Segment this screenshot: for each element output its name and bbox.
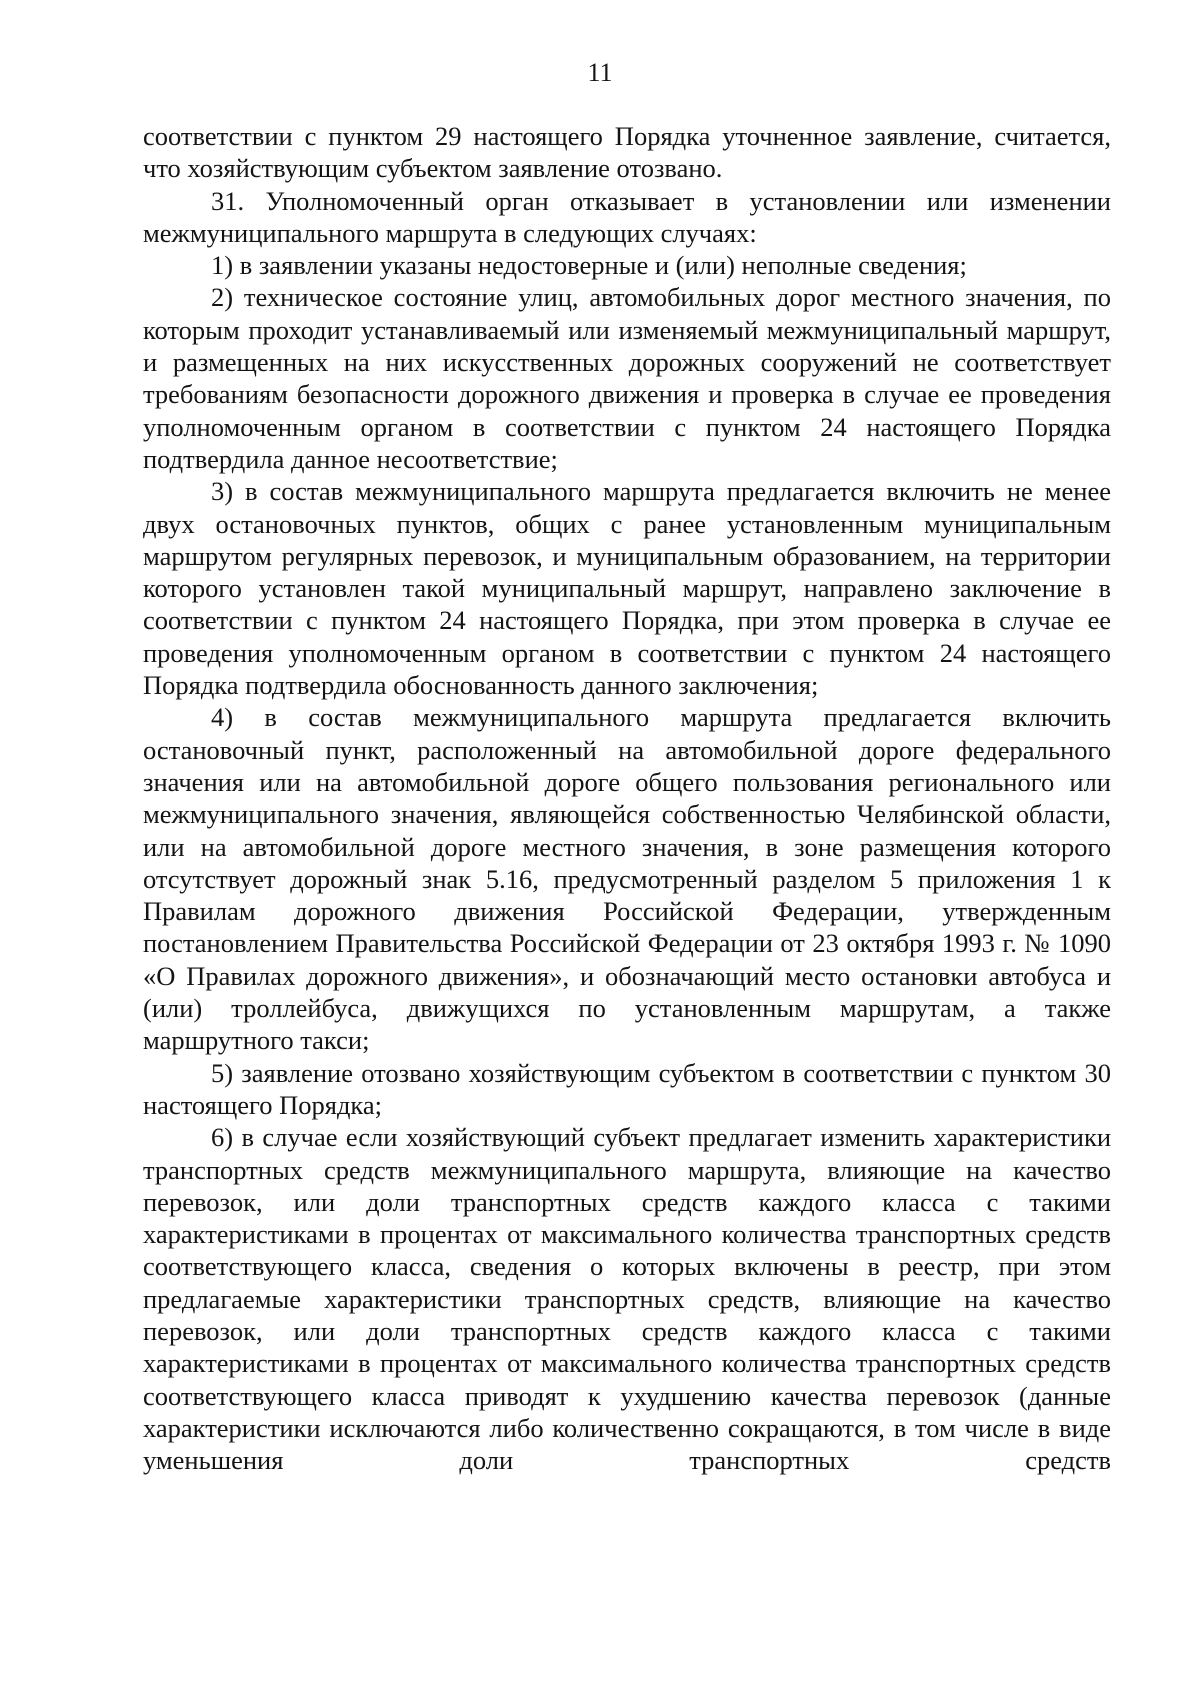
paragraph-item-4: 4) в состав межмуниципального маршрута предлагается включить остановочный пункт, расположенный на автомобильной дороге федерального значения или на автомобильной дороге общего пользования регионального или межмуниципального значения, являющейся собственностью Челябинской области, или на автомобильной дороге местного значения, в зоне размещения которого отсутствует дорожный знак 5.16, предусмотренный разделом 5 приложения 1 к Правилам дорожного движения Российской Федерации, утвержденным постановлением Правительства Российской Федерации от 23 октября 1993 г. № 1090 «О Правилах дорожного движения», и обозначающий место остановки автобуса и (или) троллейбуса, движущихся по установленным маршрутам, а также маршрутного такси; xyxy=(143,702,1111,1056)
paragraph-item-2: 2) техническое состояние улиц, автомобильных дорог местного значения, по которым проходит устанавливаемый или изменяемый межмуниципальный маршрут, и размещенных на них искусственных дорожных сооружений не соответствует требованиям безопасности дорожного движения и проверка в случае ее проведения уполномоченным органом в соответствии с пунктом 24 настоящего Порядка подтвердила данное несоответствие; xyxy=(143,282,1111,474)
paragraph-item-1: 1) в заявлении указаны недостоверные и (или) неполные сведения; xyxy=(211,250,967,281)
page-number: 11 xyxy=(587,58,613,87)
paragraph-item-5: 5) заявление отозвано хозяйствующим субъектом в соответствии с пунктом 30 настоящего Порядка; xyxy=(143,1057,1111,1120)
paragraph-item-6: 6) в случае если хозяйствующий субъект предлагает изменить характеристики транспортных средств межмуниципального маршрута, влияющие на качество перевозок, или доли транспортных средств каждого класса с такими характеристиками в процентах от максимального количества транспортных средств соответствующего класса, сведения о которых включены в реестр, при этом предлагаемые характеристики транспортных средств, влияющие на качество перевозок, или доли транспортных средств каждого класса с такими характеристиками в процентах от максимального количества транспортных средств соответствующего класса приводят к ухудшению качества перевозок (данные характеристики исключаются либо количественно сокращаются, в том числе в виде уменьшения доли транспортных средств xyxy=(143,1122,1111,1476)
paragraph-clause-31: 31. Уполномоченный орган отказывает в установлении или изменении межмуниципального маршрута в следующих случаях: xyxy=(143,185,1111,248)
document-body xyxy=(143,120,1111,1476)
paragraph-continuation: соответствии с пунктом 29 настоящего Порядка уточненное заявление, считается, что хозяйствующим субъектом заявление отозвано. xyxy=(143,121,1111,184)
paragraph-item-3: 3) в состав межмуниципального маршрута предлагается включить не менее двух остановочных пунктов, общих с ранее установленным муниципальным маршрутом регулярных перевозок, и муниципальным образованием, на территории которого установлен такой муниципальный маршрут, направлено заключение в соответствии с пунктом 24 настоящего Порядка, при этом проверка в случае ее проведения уполномоченным органом в соответствии с пунктом 24 настоящего Порядка подтвердила обоснованность данного заключения; xyxy=(143,476,1111,701)
